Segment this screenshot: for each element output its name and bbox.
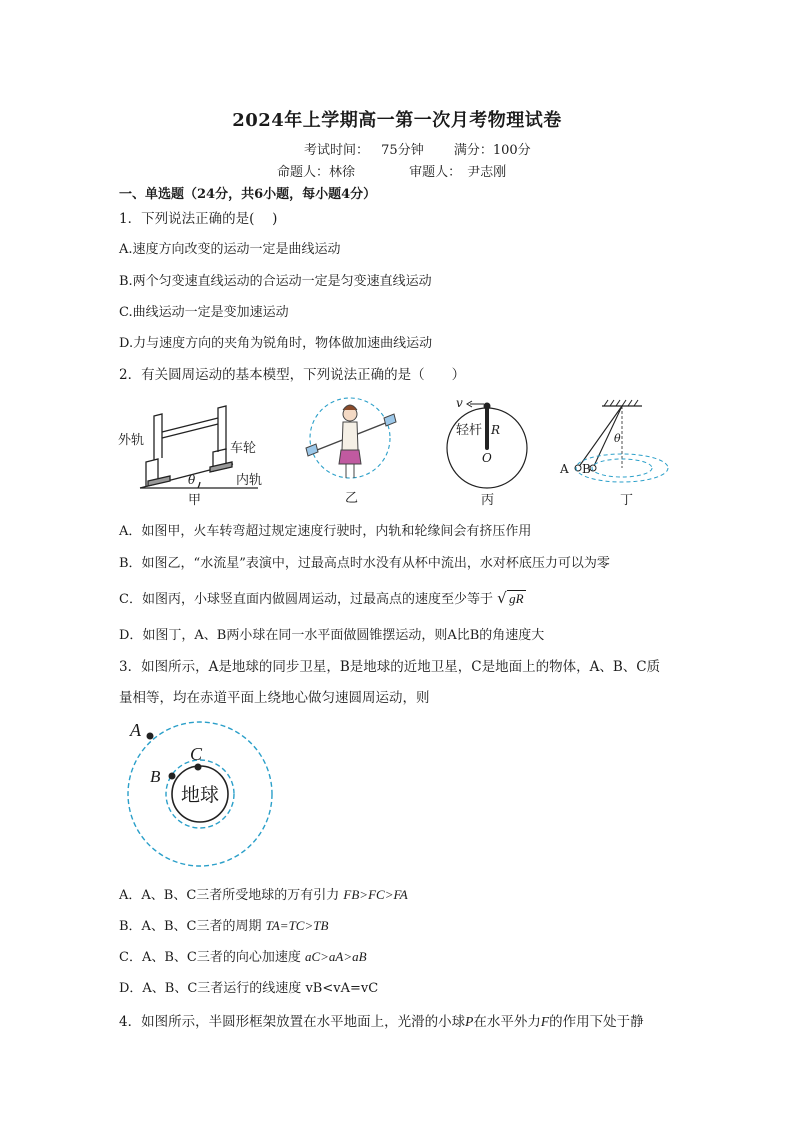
exam-time-line — [304, 139, 531, 158]
q3-formula-a: FB>FC>FA — [343, 887, 408, 902]
q3-option-a — [119, 884, 408, 903]
score-label: 满分： — [453, 143, 493, 158]
reviewer-name: 尹志刚 — [467, 165, 507, 180]
q1-option-b: B.两个匀变速直线运动的合运动一定是匀变速直线运动 — [119, 274, 432, 289]
q3-option-d — [119, 977, 378, 996]
q1-option-c: C.曲线运动一定是变加速运动 — [119, 305, 289, 320]
q3-formula-d: vB<vA=vC — [305, 981, 379, 996]
exam-setter-line — [277, 161, 506, 180]
sqrt-gR: √ gR — [497, 589, 524, 607]
q4-stem — [119, 1010, 644, 1030]
label-A-ding: A — [560, 462, 569, 476]
q4-stem-part2: 在水平外力 — [473, 1014, 541, 1030]
caption-ding: 丁 — [620, 493, 634, 508]
q2-option-a: A．如图甲，火车转弯超过规定速度行驶时，内轨和轮缘间会有挤压作用 — [119, 524, 532, 539]
q3-option-c-text: C．A、B、C三者的向心加速度 — [119, 950, 301, 965]
q3-option-d-text: D．A、B、C三者运行的线速度 — [119, 981, 302, 996]
label-B-ding: B — [582, 462, 591, 476]
time-value: 75分钟 — [381, 143, 424, 158]
figure-bing-rod-circle — [440, 396, 536, 508]
q3-option-b-text: B．A、B、C三者的周期 — [119, 919, 262, 934]
exam-title: 2024年上学期高一第一次月考物理试卷 — [232, 110, 562, 131]
q2-stem: 2．有关圆周运动的基本模型，下列说法正确的是（ ） — [119, 367, 466, 383]
figure-ding-conical-pendulum — [556, 398, 686, 508]
q3-stem-line2: 量相等，均在赤道平面上绕地心做匀速圆周运动，则 — [119, 690, 430, 706]
q3-option-a-text: A．A、B、C三者所受地球的万有引力 — [119, 888, 340, 903]
label-C: C — [190, 744, 203, 764]
label-R: R — [491, 423, 501, 437]
figure-jia-train-track — [118, 402, 278, 508]
figure-q3-orbits — [118, 716, 278, 872]
q4-stem-part1: 4．如图所示，半圆形框架放置在水平地面上，光滑的小球 — [119, 1014, 466, 1030]
q3-formula-c: aC>aA>aB — [304, 949, 367, 964]
q4-var-F: F — [540, 1014, 550, 1029]
q3-option-c — [119, 946, 367, 965]
label-A: A — [130, 720, 141, 740]
q2-option-d: D．如图丁，A、B两小球在同一水平面做圆锥摆运动，则A比B的角速度大 — [119, 628, 545, 643]
label-O: O — [482, 451, 492, 465]
label-theta-ding: θ — [614, 432, 621, 445]
caption-yi: 乙 — [345, 491, 359, 506]
label-outer-rail: 外轨 — [118, 433, 145, 448]
label-earth: 地球 — [180, 784, 220, 806]
q1-option-a: A.速度方向改变的运动一定是曲线运动 — [119, 242, 341, 257]
label-wheel: 车轮 — [230, 441, 257, 456]
caption-bing: 丙 — [481, 493, 495, 508]
q3-option-b — [119, 915, 328, 934]
caption-jia: 甲 — [188, 493, 202, 508]
section-heading: 一、单选题（24分，共6小题，每小题4分） — [119, 187, 377, 202]
setter-name: 林徐 — [329, 165, 356, 180]
label-inner-rail: 内轨 — [236, 473, 263, 488]
time-label: 考试时间： — [304, 143, 370, 158]
reviewer-label: 审题人： — [409, 165, 462, 180]
label-rod: 轻杆 — [456, 423, 483, 438]
label-v: v — [456, 396, 463, 410]
score-value: 100分 — [492, 143, 531, 158]
q2-option-c-text: C．如图丙，小球竖直面内做圆周运动，过最高点的速度至少等于 — [119, 592, 493, 607]
q2-option-b: B．如图乙，“水流星”表演中，过最高点时水没有从杯中流出，水对杯底压力可以为零 — [119, 556, 610, 571]
q3-stem-line1: 3．如图所示，A是地球的同步卫星，B是地球的近地卫星，C是地面上的物体，A、B、C质 — [119, 659, 661, 675]
sqrt-gR-radicand: gR — [509, 591, 524, 606]
q4-stem-part3: 的作用下处于静 — [549, 1014, 644, 1030]
q4-var-P: P — [465, 1014, 474, 1029]
setter-label: 命题人： — [277, 165, 330, 180]
label-B: B — [150, 767, 161, 786]
q3-formula-b: TA=TC>TB — [265, 918, 329, 933]
q1-option-d: D.力与速度方向的夹角为锐角时，物体做加速曲线运动 — [119, 336, 433, 351]
label-theta-jia: θ — [188, 473, 196, 487]
figure-yi-water-meteor — [300, 392, 400, 508]
q2-option-c — [119, 588, 526, 607]
q1-stem: 1．下列说法正确的是( ) — [119, 211, 278, 227]
